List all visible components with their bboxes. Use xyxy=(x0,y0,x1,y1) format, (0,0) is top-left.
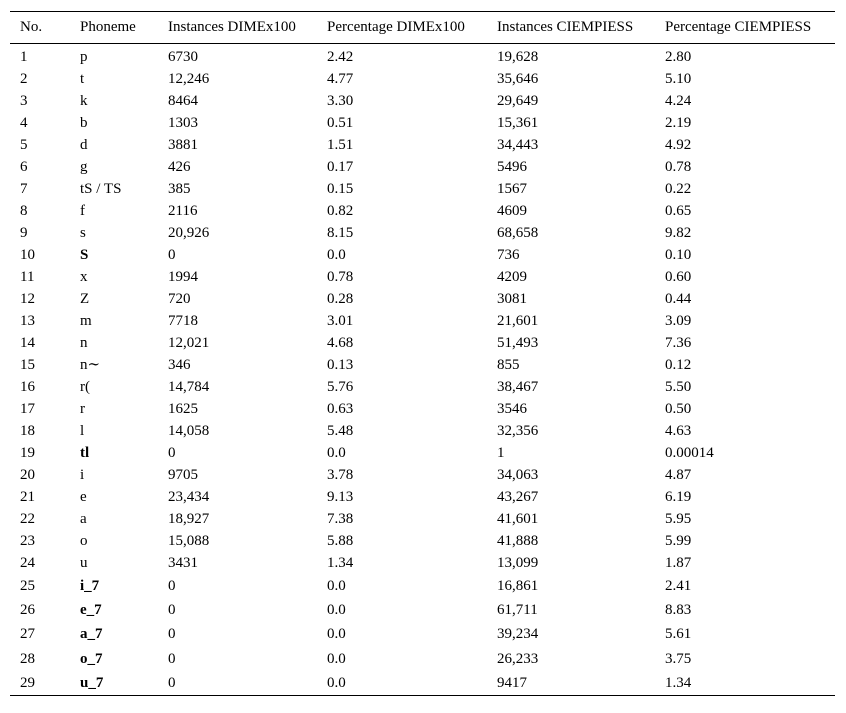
cell-instances-ciempiess: 855 xyxy=(497,357,520,373)
cell-phoneme: u xyxy=(80,555,88,571)
cell-instances-dimex: 1625 xyxy=(168,401,198,417)
table-header xyxy=(10,12,835,44)
cell-phoneme: i_7 xyxy=(80,578,100,595)
cell-phoneme: d xyxy=(80,137,88,153)
cell-no: 14 xyxy=(20,335,35,351)
cell-phoneme: l xyxy=(80,423,85,439)
table-row xyxy=(10,332,835,354)
cell-no: 6 xyxy=(20,159,28,175)
cell-phoneme: r( xyxy=(80,379,90,395)
header-phoneme: Phoneme xyxy=(80,19,136,35)
cell-percentage-dimex: 3.01 xyxy=(327,313,354,329)
cell-no: 13 xyxy=(20,313,35,329)
table-row xyxy=(10,464,835,486)
cell-no: 3 xyxy=(20,93,28,109)
cell-no: 10 xyxy=(20,247,35,263)
cell-percentage-dimex: 0.0 xyxy=(327,445,346,461)
table-row xyxy=(10,156,835,178)
cell-instances-dimex: 6730 xyxy=(168,49,198,65)
cell-phoneme: r xyxy=(80,401,85,417)
cell-instances-ciempiess: 21,601 xyxy=(497,313,539,329)
cell-instances-ciempiess: 51,493 xyxy=(497,335,539,351)
cell-percentage-dimex: 8.15 xyxy=(327,225,354,241)
cell-percentage-ciempiess: 4.63 xyxy=(665,423,692,439)
cell-no: 26 xyxy=(20,602,35,619)
cell-phoneme: n∼ xyxy=(80,357,101,373)
table-row xyxy=(10,420,835,442)
cell-percentage-dimex: 1.51 xyxy=(327,137,354,153)
cell-instances-dimex: 9705 xyxy=(168,467,198,483)
header-instances-ciempiess: Instances CIEMPIESS xyxy=(497,19,634,35)
cell-instances-dimex: 8464 xyxy=(168,93,198,109)
table-row xyxy=(10,44,835,69)
cell-instances-ciempiess: 3546 xyxy=(497,401,527,417)
cell-percentage-dimex: 2.42 xyxy=(327,49,354,65)
cell-instances-dimex: 720 xyxy=(168,291,191,307)
cell-percentage-dimex: 3.30 xyxy=(327,93,354,109)
cell-no: 18 xyxy=(20,423,35,439)
cell-percentage-dimex: 0.0 xyxy=(327,674,346,691)
cell-instances-ciempiess: 61,711 xyxy=(497,602,538,619)
cell-instances-dimex: 0 xyxy=(168,247,176,263)
cell-instances-dimex: 0 xyxy=(168,674,176,691)
cell-phoneme: o_7 xyxy=(80,650,103,667)
cell-instances-dimex: 18,927 xyxy=(168,511,210,527)
cell-instances-ciempiess: 15,361 xyxy=(497,115,539,131)
cell-percentage-ciempiess: 7.36 xyxy=(665,335,692,351)
cell-percentage-dimex: 0.51 xyxy=(327,115,354,131)
cell-instances-ciempiess: 39,234 xyxy=(497,626,539,643)
cell-instances-dimex: 12,021 xyxy=(168,335,210,351)
cell-percentage-dimex: 3.78 xyxy=(327,467,354,483)
cell-no: 11 xyxy=(20,269,35,285)
cell-instances-ciempiess: 41,601 xyxy=(497,511,539,527)
table-row xyxy=(10,134,835,156)
cell-no: 20 xyxy=(20,467,35,483)
table-body xyxy=(10,44,835,696)
cell-percentage-ciempiess: 4.24 xyxy=(665,93,692,109)
cell-percentage-ciempiess: 0.44 xyxy=(665,291,692,307)
cell-instances-ciempiess: 34,063 xyxy=(497,467,539,483)
cell-instances-ciempiess: 34,443 xyxy=(497,137,539,153)
cell-percentage-dimex: 5.48 xyxy=(327,423,354,439)
cell-percentage-dimex: 0.28 xyxy=(327,291,354,307)
cell-percentage-ciempiess: 5.99 xyxy=(665,533,692,549)
cell-instances-dimex: 2116 xyxy=(168,203,198,219)
table-row xyxy=(10,398,835,420)
cell-instances-ciempiess: 1567 xyxy=(497,181,527,197)
cell-instances-dimex: 0 xyxy=(168,445,176,461)
cell-no: 1 xyxy=(20,49,28,65)
cell-instances-dimex: 14,784 xyxy=(168,379,210,395)
table-row xyxy=(10,508,835,530)
cell-instances-dimex: 14,058 xyxy=(168,423,210,439)
cell-instances-dimex: 0 xyxy=(168,602,176,619)
table-row xyxy=(10,310,835,332)
cell-phoneme: i xyxy=(80,467,85,483)
cell-instances-dimex: 0 xyxy=(168,626,176,643)
cell-instances-ciempiess: 19,628 xyxy=(497,49,539,65)
cell-phoneme: tS / TS xyxy=(80,181,122,197)
cell-instances-dimex: 426 xyxy=(168,159,191,175)
cell-instances-ciempiess: 4209 xyxy=(497,269,527,285)
cell-instances-ciempiess: 5496 xyxy=(497,159,527,175)
header-no: No. xyxy=(20,19,43,35)
cell-percentage-dimex: 1.34 xyxy=(327,555,354,571)
cell-percentage-ciempiess: 5.61 xyxy=(665,626,692,643)
header-percentage-ciempiess: Percentage CIEMPIESS xyxy=(665,19,812,35)
cell-instances-ciempiess: 29,649 xyxy=(497,93,539,109)
cell-percentage-dimex: 4.68 xyxy=(327,335,354,351)
table-row xyxy=(10,354,835,376)
cell-phoneme: s xyxy=(80,225,86,241)
cell-instances-dimex: 0 xyxy=(168,650,176,667)
cell-no: 7 xyxy=(20,181,28,197)
cell-percentage-dimex: 7.38 xyxy=(327,511,354,527)
cell-no: 19 xyxy=(20,445,35,461)
cell-percentage-dimex: 0.82 xyxy=(327,203,354,219)
cell-no: 17 xyxy=(20,401,35,417)
cell-no: 23 xyxy=(20,533,35,549)
table-row xyxy=(10,486,835,508)
phoneme-table xyxy=(10,11,835,696)
cell-no: 25 xyxy=(20,578,35,595)
cell-phoneme: g xyxy=(80,159,88,175)
cell-percentage-ciempiess: 3.75 xyxy=(665,650,692,667)
table-row xyxy=(10,178,835,200)
cell-phoneme: tl xyxy=(80,445,90,461)
cell-percentage-ciempiess: 4.87 xyxy=(665,467,692,483)
cell-instances-dimex: 3431 xyxy=(168,555,198,571)
table-row xyxy=(10,68,835,90)
cell-percentage-dimex: 0.0 xyxy=(327,626,346,643)
cell-instances-dimex: 7718 xyxy=(168,313,198,329)
cell-phoneme: f xyxy=(80,203,85,219)
cell-percentage-ciempiess: 0.50 xyxy=(665,401,692,417)
cell-percentage-ciempiess: 0.22 xyxy=(665,181,692,197)
cell-percentage-ciempiess: 8.83 xyxy=(665,602,692,619)
cell-percentage-dimex: 0.63 xyxy=(327,401,354,417)
cell-instances-ciempiess: 13,099 xyxy=(497,555,539,571)
header-row xyxy=(10,12,835,44)
table-row xyxy=(10,530,835,552)
cell-instances-dimex: 346 xyxy=(168,357,191,373)
cell-instances-ciempiess: 32,356 xyxy=(497,423,539,439)
cell-percentage-ciempiess: 2.41 xyxy=(665,578,692,595)
cell-no: 15 xyxy=(20,357,35,373)
cell-percentage-dimex: 4.77 xyxy=(327,71,354,87)
cell-instances-ciempiess: 16,861 xyxy=(497,578,539,595)
table-row xyxy=(10,552,835,574)
cell-phoneme: a xyxy=(80,511,87,527)
table-row xyxy=(10,112,835,134)
cell-percentage-ciempiess: 0.10 xyxy=(665,247,692,263)
cell-instances-ciempiess: 736 xyxy=(497,247,520,263)
header-instances-dimex: Instances DIMEx100 xyxy=(168,19,296,35)
cell-no: 16 xyxy=(20,379,35,395)
cell-percentage-ciempiess: 6.19 xyxy=(665,489,692,505)
cell-instances-dimex: 20,926 xyxy=(168,225,210,241)
cell-percentage-ciempiess: 5.50 xyxy=(665,379,692,395)
cell-percentage-dimex: 0.0 xyxy=(327,602,346,619)
cell-percentage-ciempiess: 0.65 xyxy=(665,203,692,219)
cell-no: 8 xyxy=(20,203,28,219)
cell-phoneme: a_7 xyxy=(80,626,103,643)
cell-percentage-dimex: 9.13 xyxy=(327,489,354,505)
cell-phoneme: e xyxy=(80,489,87,505)
cell-percentage-ciempiess: 2.19 xyxy=(665,115,692,131)
table-row xyxy=(10,222,835,244)
table-row xyxy=(10,598,835,622)
cell-instances-ciempiess: 4609 xyxy=(497,203,527,219)
cell-percentage-ciempiess: 5.95 xyxy=(665,511,692,527)
cell-no: 21 xyxy=(20,489,35,505)
header-percentage-dimex: Percentage DIMEx100 xyxy=(327,19,465,35)
cell-percentage-dimex: 0.0 xyxy=(327,650,346,667)
table-row xyxy=(10,671,835,696)
table-row xyxy=(10,200,835,222)
cell-instances-dimex: 23,434 xyxy=(168,489,210,505)
cell-instances-dimex: 385 xyxy=(168,181,191,197)
cell-no: 12 xyxy=(20,291,35,307)
cell-percentage-dimex: 0.78 xyxy=(327,269,354,285)
cell-phoneme: u_7 xyxy=(80,674,104,691)
cell-instances-ciempiess: 1 xyxy=(497,445,505,461)
cell-percentage-dimex: 0.0 xyxy=(327,247,346,263)
cell-phoneme: m xyxy=(80,313,92,329)
cell-instances-dimex: 12,246 xyxy=(168,71,210,87)
cell-percentage-ciempiess: 5.10 xyxy=(665,71,692,87)
cell-phoneme: p xyxy=(80,49,88,65)
cell-percentage-dimex: 0.0 xyxy=(327,578,346,595)
cell-no: 27 xyxy=(20,626,35,643)
table-row xyxy=(10,442,835,464)
cell-phoneme: x xyxy=(80,269,88,285)
cell-instances-ciempiess: 68,658 xyxy=(497,225,539,241)
cell-instances-dimex: 1303 xyxy=(168,115,198,131)
cell-phoneme: S xyxy=(80,247,89,263)
cell-percentage-ciempiess: 1.34 xyxy=(665,674,692,691)
cell-phoneme: e_7 xyxy=(80,602,102,619)
cell-percentage-dimex: 0.17 xyxy=(327,159,354,175)
cell-phoneme: k xyxy=(80,93,88,109)
table-row xyxy=(10,244,835,266)
cell-instances-dimex: 0 xyxy=(168,578,176,595)
cell-percentage-dimex: 5.76 xyxy=(327,379,354,395)
cell-percentage-ciempiess: 2.80 xyxy=(665,49,692,65)
cell-phoneme: b xyxy=(80,115,88,131)
cell-instances-dimex: 1994 xyxy=(168,269,198,285)
cell-no: 24 xyxy=(20,555,35,571)
cell-instances-dimex: 15,088 xyxy=(168,533,210,549)
cell-instances-ciempiess: 35,646 xyxy=(497,71,539,87)
phoneme-table-container xyxy=(10,11,835,696)
table-row xyxy=(10,574,835,598)
cell-percentage-ciempiess: 1.87 xyxy=(665,555,692,571)
cell-phoneme: o xyxy=(80,533,88,549)
cell-instances-ciempiess: 9417 xyxy=(497,674,527,691)
cell-no: 9 xyxy=(20,225,28,241)
table-row xyxy=(10,266,835,288)
cell-percentage-ciempiess: 4.92 xyxy=(665,137,692,153)
cell-instances-ciempiess: 41,888 xyxy=(497,533,539,549)
table-row xyxy=(10,288,835,310)
cell-phoneme: Z xyxy=(80,291,90,307)
cell-percentage-ciempiess: 0.00014 xyxy=(665,445,714,461)
cell-phoneme: t xyxy=(80,71,85,87)
cell-no: 2 xyxy=(20,71,28,87)
cell-percentage-ciempiess: 9.82 xyxy=(665,225,692,241)
cell-no: 4 xyxy=(20,115,28,131)
table-row xyxy=(10,376,835,398)
cell-no: 28 xyxy=(20,650,35,667)
cell-percentage-dimex: 5.88 xyxy=(327,533,354,549)
cell-percentage-ciempiess: 0.78 xyxy=(665,159,692,175)
cell-instances-ciempiess: 38,467 xyxy=(497,379,539,395)
cell-percentage-ciempiess: 3.09 xyxy=(665,313,692,329)
table-row xyxy=(10,622,835,646)
cell-instances-dimex: 3881 xyxy=(168,137,198,153)
table-row xyxy=(10,647,835,671)
table-row xyxy=(10,90,835,112)
cell-no: 5 xyxy=(20,137,28,153)
cell-percentage-ciempiess: 0.12 xyxy=(665,357,692,373)
cell-percentage-dimex: 0.13 xyxy=(327,357,354,373)
cell-phoneme: n xyxy=(80,335,88,351)
cell-instances-ciempiess: 3081 xyxy=(497,291,527,307)
cell-instances-ciempiess: 43,267 xyxy=(497,489,539,505)
cell-instances-ciempiess: 26,233 xyxy=(497,650,539,667)
cell-no: 29 xyxy=(20,674,35,691)
cell-percentage-dimex: 0.15 xyxy=(327,181,354,197)
cell-percentage-ciempiess: 0.60 xyxy=(665,269,692,285)
cell-no: 22 xyxy=(20,511,35,527)
